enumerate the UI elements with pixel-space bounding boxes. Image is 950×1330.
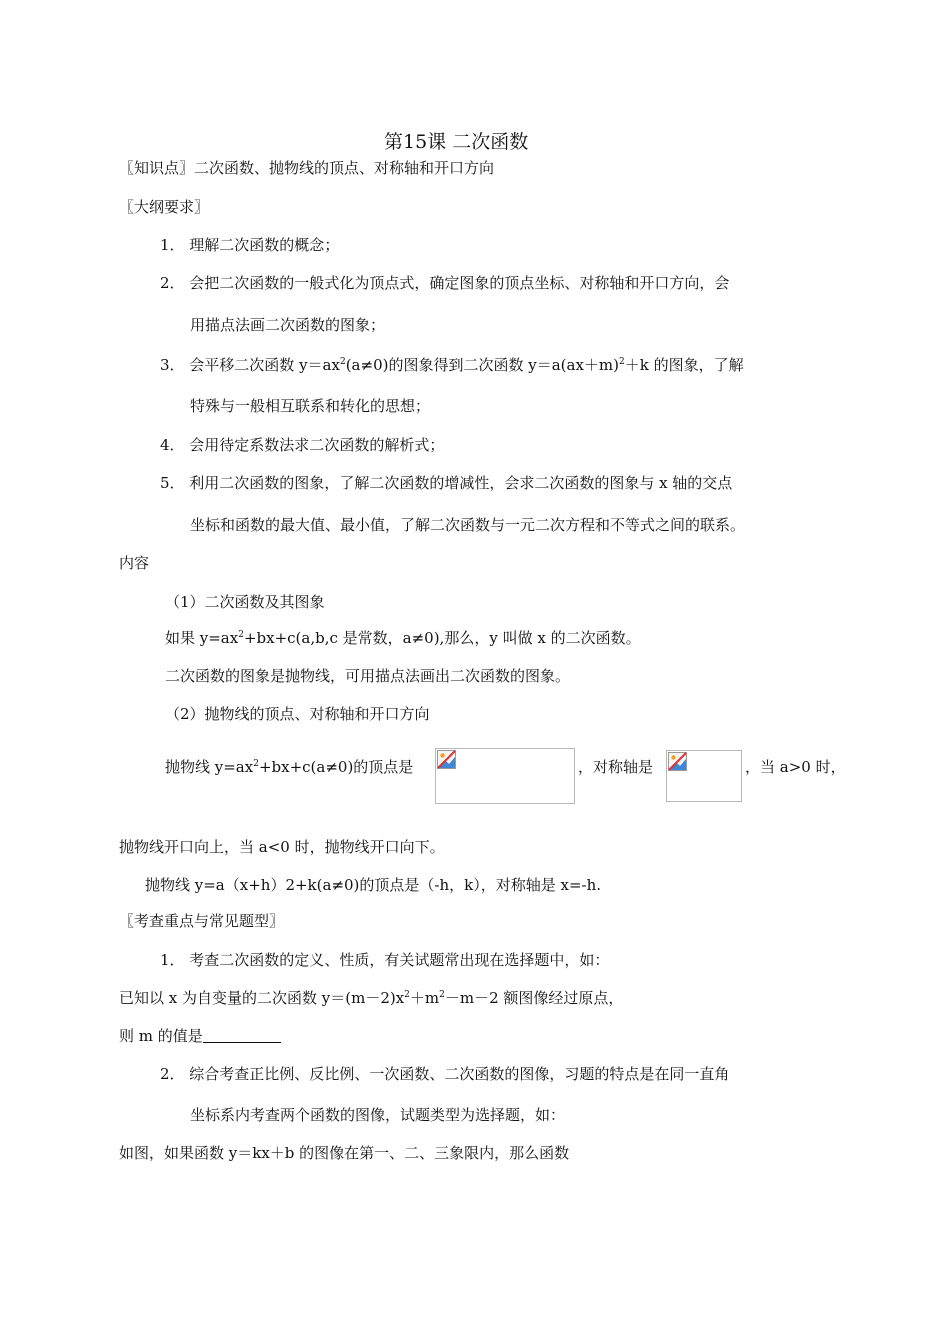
- question-prompt: 则 m 的值是: [119, 1027, 203, 1045]
- vertex-text-a2: +bx+c(a≠0)的顶点是: [258, 758, 414, 776]
- vertex-text-a1: 抛物线 y=ax: [165, 758, 254, 776]
- axis-formula-image: [666, 750, 742, 802]
- exam-item-2-line-1: 2． 综合考查正比例、反比例、一次函数、二次函数的图像，习题的特点是在同一直角: [160, 1065, 730, 1083]
- broken-image-icon: [437, 750, 456, 769]
- section-2-line-3: 抛物线 y=a（x+h）2+k(a≠0)的顶点是（-h，k），对称轴是 x=-h.: [145, 876, 602, 894]
- superscript: 2: [238, 630, 244, 640]
- axis-text: ，对称轴是: [578, 758, 654, 776]
- superscript: 2: [618, 357, 625, 367]
- section-1-heading: （1）二次函数及其图象: [165, 593, 325, 611]
- section-2-heading: （2）抛物线的顶点、对称轴和开口方向: [165, 705, 430, 723]
- superscript: 2: [253, 759, 259, 769]
- vertex-formula-image: [435, 748, 575, 804]
- exam-heading: 〖考查重点与常见题型〗: [119, 912, 285, 930]
- requirement-5-line-1: 5． 利用二次函数的图象，了解二次函数的增减性，会求二次函数的图象与 x 轴的交点: [160, 474, 733, 492]
- requirement-1: 1． 理解二次函数的概念；: [160, 236, 340, 254]
- requirement-4: 4． 会用待定系数法求二次函数的解析式；: [160, 436, 445, 454]
- requirement-3-line-1: [160, 355, 744, 375]
- question-text-a: 已知以 x 为自变量的二次函数 y＝(m－2)x: [119, 989, 405, 1007]
- section-1-graph-note: 二次函数的图象是抛物线，可用描点法画出二次函数的图象。: [165, 667, 571, 685]
- requirement-2-line-1: 2． 会把二次函数的一般式化为顶点式，确定图象的顶点坐标、对称轴和开口方向，会: [160, 274, 730, 292]
- broken-image-icon: [668, 752, 687, 771]
- requirement-2-line-2: 用描点法画二次函数的图象；: [190, 316, 386, 334]
- requirement-3-text-a: 3． 会平移二次函数 y＝ax: [160, 356, 340, 374]
- content-heading: 内容: [119, 554, 150, 572]
- superscript: 2: [439, 990, 445, 1000]
- superscript: 2: [339, 357, 346, 367]
- requirement-3-line-2: 特殊与一般相互联系和转化的思想；: [190, 397, 431, 415]
- superscript: 2: [404, 990, 410, 1000]
- requirement-3-text-b: (a≠0)的图象得到二次函数 y＝a(ax＋m): [345, 356, 619, 374]
- requirement-3-text-c: ＋k 的图象，了解: [624, 356, 744, 374]
- exam-item-1: 1． 考查二次函数的定义、性质，有关试题常出现在选择题中，如：: [160, 951, 610, 969]
- question-text-b: ＋m: [409, 989, 440, 1007]
- exam-item-2-line-2: 坐标系内考查两个函数的图像，试题类型为选择题，如：: [190, 1106, 566, 1124]
- exam-question-1-line-2: [119, 1026, 281, 1046]
- exam-question-1: [119, 988, 623, 1008]
- section-1-definition: [165, 628, 641, 648]
- syllabus-heading: 〖大纲要求〗: [119, 198, 210, 216]
- question-text-c: －m－2 额图像经过原点，: [444, 989, 624, 1007]
- vertex-text-a: [165, 757, 413, 777]
- answer-blank: [203, 1027, 281, 1043]
- knowledge-point: 〖知识点〗二次函数、抛物线的顶点、对称轴和开口方向: [119, 159, 495, 177]
- page-title: 第15课 二次函数: [384, 131, 529, 153]
- section-2-line-2: 抛物线开口向上，当 a<0 时，抛物线开口向下。: [119, 838, 445, 856]
- exam-question-2: 如图，如果函数 y＝kx＋b 的图像在第一、二、三象限内，那么函数: [119, 1144, 570, 1162]
- definition-text-b: +bx+c(a,b,c 是常数，a≠0),那么，y 叫做 x 的二次函数。: [243, 629, 641, 647]
- definition-text-a: 如果 y=ax: [165, 629, 239, 647]
- open-direction-text: ，当 a>0 时，: [745, 758, 846, 776]
- requirement-5-line-2: 坐标和函数的最大值、最小值，了解二次函数与一元二次方程和不等式之间的联系。: [190, 516, 746, 534]
